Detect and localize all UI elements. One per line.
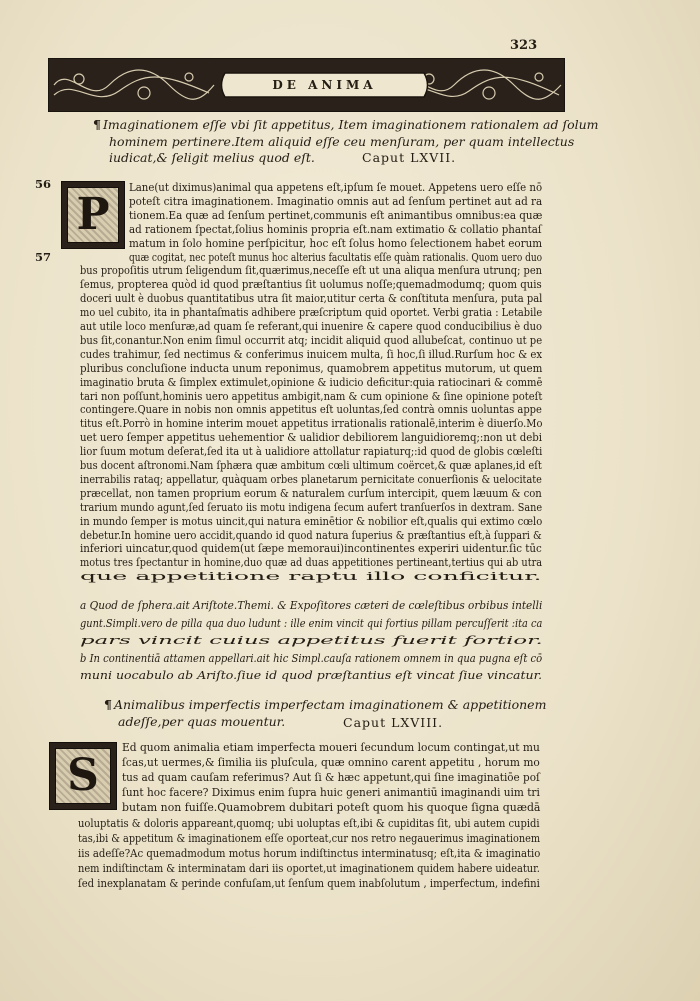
annotation-line: a Quod de ſphera.ait Ariſtote.Themi. & Expoſitores cæteri de cœleſtibus orbibus intelli	[80, 599, 543, 612]
body-text-line: ſed inexplanatam & perinde confuſam,ut ſenſum quem inabſolutum , imperfectum, indefini	[78, 876, 540, 890]
body-text-line: tionem.Ea quæ ad ſenſum pertinet,communis eſt animantibus omnibus:ea quæ	[129, 208, 543, 222]
body-text-line: aut utile loco menſuræ,ad quam ſe referant,qui inuenire & capere quod conducibilius è duo	[80, 320, 543, 333]
chapter-68-heading-line: Animalibus imperfectis imperfectam imaginationem & appetitionem	[113, 697, 547, 712]
initial-letter: S	[55, 748, 111, 804]
body-text-line: præcellat, non tamen proprium eorum & naturalem curſum intercipit, quem læuum & con	[80, 486, 542, 500]
body-text-line: bus docent aſtronomi.Nam ſphæra quæ ambitum cœli ultimum coërcet,& quæ aplanes,id eſt	[80, 459, 542, 472]
body-text-line: in mundo ſemper is motus uincit,qui natura eminētior & nobilior eſt,qualis qui extimo cœlo	[80, 514, 543, 528]
chapter-67-caput: Caput LXVII.	[362, 150, 457, 165]
body-text-line: inerrabilis rataq; appellatur, quàquam orbes planetarum pernicitate conuerſionis & uelocitate	[80, 472, 542, 486]
header-banner	[48, 58, 565, 112]
chapter-68-caput: Caput LXVIII.	[343, 715, 444, 730]
body-text-line: cudes trahimur, ſed nectimus & conferimus inuicem multa, ſi hoc,ſi illud.Rurſum hoc & ex	[80, 347, 543, 361]
body-text-line: uoluptatis & doloris appareant,quomq; ubi uoluptas eſt,ibi & cupiditas ſit, ubi autem cupidi	[78, 816, 540, 830]
body-text-line: Lane(ut diximus)animal qua appetens eſt,ipſum ſe mouet. Appetens uero eſſe nō	[129, 181, 543, 194]
body-text-line: lior ſuum motum deſerat,ſed ita ut à ualidiore attollatur rapiaturq;:id quod de globis cœleſti	[80, 445, 543, 459]
chapter-68-heading-line: adeſſe,per quas mouentur.	[118, 713, 286, 729]
body-text-line: motus tres ſpectantur in homine,duo quæ ad duas appetitiones pertineant,tertius qui ab utra	[80, 556, 543, 570]
body-text-line: mo uel cubito, ita in phantaſmatis adhibere præſcriptum quid oportet. Verbi gratia : Letabile	[80, 306, 543, 320]
chapter-67-heading-line: iudicat,& ſeligit melius quod eſt.	[109, 150, 315, 165]
annotation-line: muni uocabulo ab Ariſto.ſiue id quod præſtantius eſt vincat ſiue vincatur.	[80, 669, 543, 682]
body-text-line: uet uero ſemper appetitus uehementior & ualidior debiliorem languidioremq;:non ut debi	[80, 431, 542, 445]
body-text-line: trarium mundo agunt,ſed ſeruato iis motu indigena ſecum aufert tranſuerſos in dextram. Sane	[80, 500, 543, 514]
body-text-line: tari non poſſunt,hominis uero appetitus ambigit,nam & cum opinione & ſine opinione poteſt	[80, 389, 543, 403]
body-text-line: nem indiſtinctam & interminatam dari iis oportet,ut imaginationem quidem habere uideatur.	[78, 861, 540, 875]
body-text-line: ſunt hoc facere? Diximus enim ſupra huic generi animantiū imaginandi uim tri	[122, 786, 540, 800]
body-text-line: ſemus, propterea quòd id quod præſtantius ſit uolumus noſſe;quemadmodumq; quom quis	[80, 278, 542, 292]
margin-note-number: 57	[35, 250, 52, 264]
body-text-line: doceri uult è duobus quantitatibus utra ſit maior,utitur certa & conſtituta menſura, puta pal	[80, 292, 543, 306]
annotation-line: gunt.Simpli.vero de pilla qua duo ludunt : ille enim vincit qui fortius pillam percuſſerit :ita ca	[80, 616, 543, 630]
body-text-line: debetur.In homine uero accidit,quando id quod natura ſuperius & præſtantius eſt,à ſuppari &	[80, 528, 542, 542]
chapter-67-heading-line: Imaginationem eſſe vbi ſit appetitus, Item imaginationem rationalem ad ſolum	[102, 117, 599, 132]
annotation-line: b In continentiā attamen appellari.ait hic Simpl.cauſa rationem omnem in qua pugna eſt cō	[80, 651, 543, 665]
body-text-line: que appetitione raptu illo conficitur.	[80, 570, 542, 584]
body-text-line: contingere.Quare in nobis non omnis appetitus eſt uoluntas,ſed contrà omnis uoluntas appe	[80, 403, 542, 417]
running-title: DE ANIMA	[272, 78, 377, 92]
body-text-line: tas,ibi & appetitum & imaginationem eſſe oporteat,cur nos retro negauerimus imaginationem	[78, 831, 541, 845]
body-text-line: iis adeſſe?Ac quemadmodum motus horum indiſtinctus interminatusq; eſt,ita & imaginatio	[78, 846, 541, 860]
body-text-line: butam non fuiſſe.Quamobrem dubitari poteſt quom his quoque ſigna quædā	[122, 801, 541, 815]
body-text-line: inferiori uincatur,quod quidem(ut ſæpe memoraui)incontinentes experiri uidentur.ſic tūc	[80, 542, 542, 556]
body-text-line: imaginatio bruta & ſimplex extimulet,opinione & iudicio deficitur:quia ratiocinari & commē	[80, 375, 543, 389]
pilcrow-mark: ¶	[93, 117, 101, 132]
body-text-line: ſcas,ut uermes,& ſimilia iis pluſcula, quæ omnino carent appetitu , horum mo	[122, 756, 540, 770]
decorated-initial-p	[61, 181, 125, 249]
initial-letter: P	[67, 187, 120, 243]
chapter-68-heading	[104, 697, 546, 730]
decorated-initial-s	[49, 742, 117, 810]
body-text-line: titus eſt.Porrò in homine interim mouet appetitus irrationalis rationalē,interim è diuerſo.Mo	[80, 417, 543, 431]
body-text-line: tus ad quam cauſam referimus? Aut ſi & hæc appetunt,qui ſine imaginatiōe poſ	[122, 771, 540, 785]
margin-note-number: 56	[35, 177, 52, 191]
chapter-67-heading	[93, 117, 599, 167]
body-text-line: bus ſit,conantur.Non enim ſimul occurrit atq; incidit aliquid quod allubeſcat, continuo ut pe	[80, 333, 543, 347]
chapter-67-heading-line: hominem pertinere.Item aliquid eſſe ceu menſuram, per quam intellectus	[109, 133, 575, 149]
pilcrow-mark: ¶	[104, 697, 112, 712]
body-text-line: bus propoſitis utrum ſeligendum ſit,quærimus,neceſſe eſt ut una aliqua menſura utrunq; pen	[80, 264, 543, 278]
body-text-line: Ed quom animalia etiam imperfecta moueri ſecundum locum contingat,ut mu	[122, 741, 540, 754]
body-text-line: quæ cogitat, nec poteſt munus hoc alterius facultatis eſſe quàm rationalis. Quom uero duo	[129, 250, 543, 264]
body-text-line: ad rationem ſpectat,ſolius hominis propria eſt.nam extimatio & collatio phantaſ	[129, 222, 542, 236]
body-text-line: matum in ſolo homine perſpicitur, hoc eſt ſolus homo ſelectionem habet eorum	[129, 236, 543, 250]
annotation-line: pars vincit cuius appetitus fuerit fortior.	[80, 634, 543, 647]
body-text-line: poteſt citra imaginationem. Imaginatio omnis aut ad ſenſum pertinet aut ad ra	[129, 194, 543, 208]
page-number: 323	[510, 38, 538, 53]
body-text-line: pluribus concluſione inducta unum reponimus, quamobrem appetitus mutorum, ut quem	[80, 361, 543, 375]
